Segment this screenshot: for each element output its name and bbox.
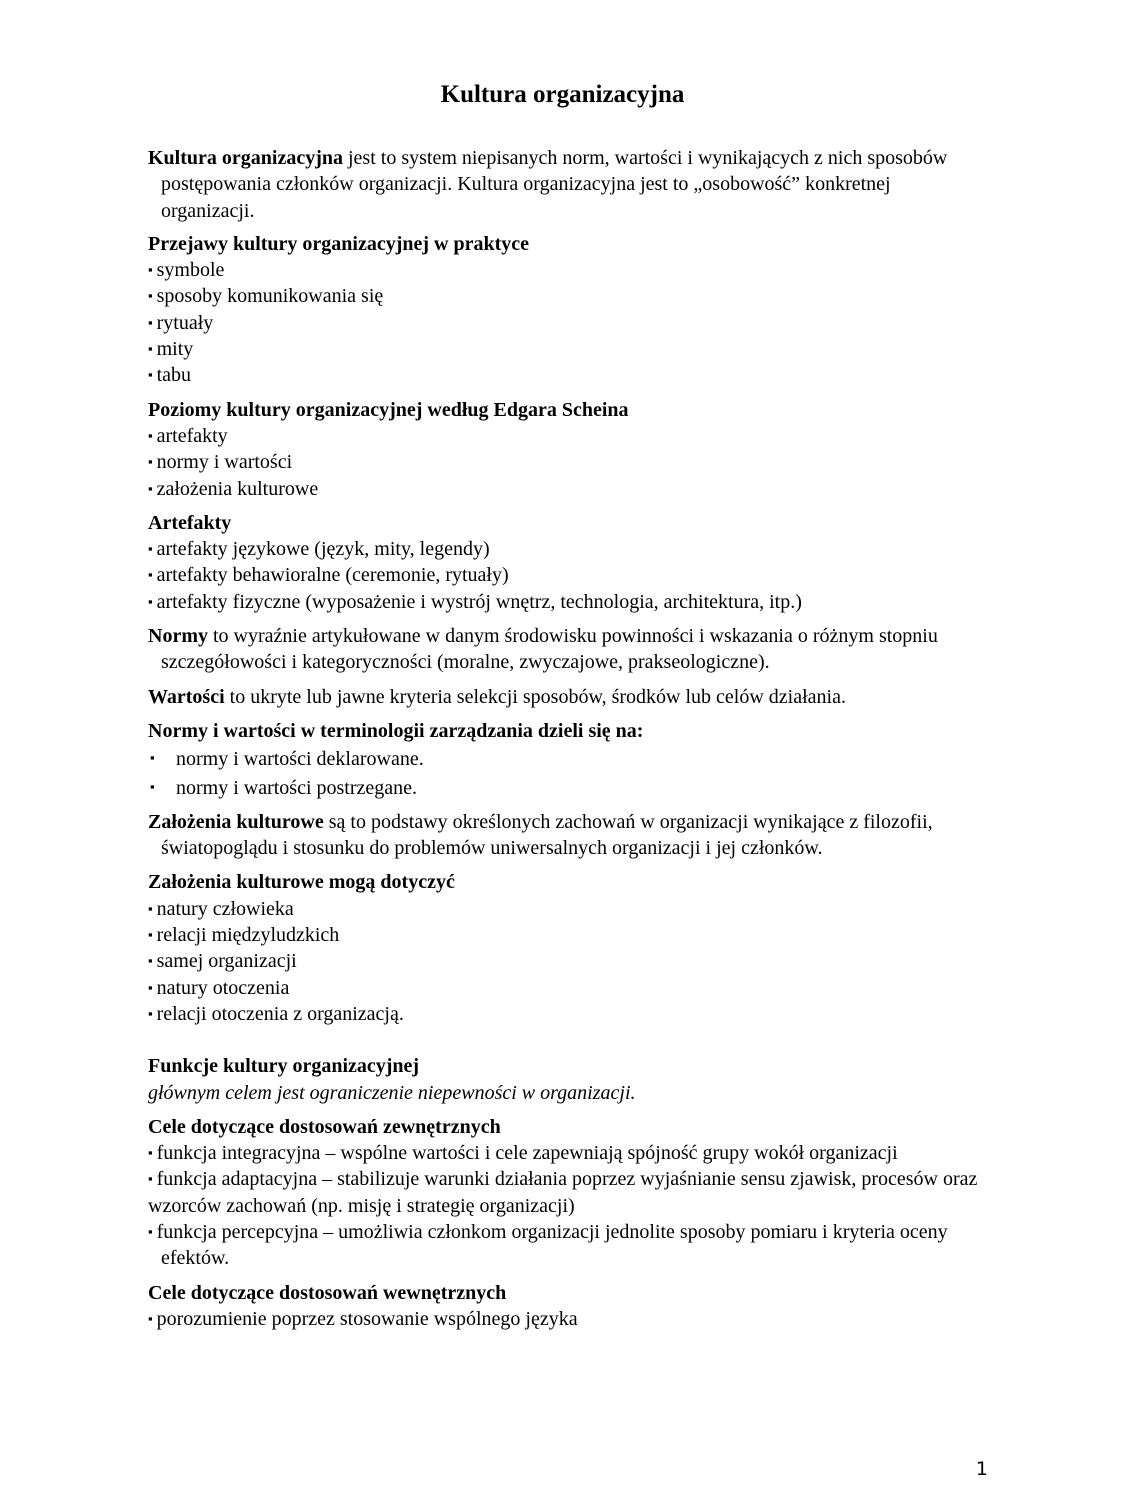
list-item: ▪ normy i wartości postrzegane.	[148, 775, 988, 801]
list-item: ▪ relacji międzyludzkich	[148, 922, 988, 948]
list-item: ▪ natury człowieka	[148, 896, 988, 922]
page-number: 1	[975, 1458, 988, 1480]
normy-paragraph	[148, 623, 988, 676]
list-item: ▪ symbole	[148, 257, 988, 283]
intro-paragraph	[148, 145, 988, 224]
artefakty-heading: Artefakty	[148, 511, 232, 534]
intro-term: Kultura organizacyjna	[148, 147, 343, 169]
list-item: ▪ funkcja adaptacyjna – stabilizuje warunki działania poprzez wyjaśnianie sensu zjawisk, procesów oraz wzorców zachowań (np. misję i strategię organizacji)	[148, 1166, 988, 1219]
wartosci-term: Wartości	[148, 685, 225, 708]
list-item: ▪ funkcja percepcyjna – umożliwia członkom organizacji jednolite sposoby pomiaru i kryteria oceny efektów.	[148, 1219, 988, 1272]
list-item: ▪ rytuały	[148, 310, 988, 336]
funkcje-heading: Funkcje kultury organizacyjnej	[148, 1055, 420, 1078]
list-item: ▪ artefakty językowe (język, mity, legendy)	[148, 536, 988, 562]
list-item: ▪ artefakty fizyczne (wyposażenie i wystrój wnętrz, technologia, architektura, itp.)	[148, 589, 988, 615]
list-item: ▪ tabu	[148, 362, 988, 388]
intro-text: jest to system niepisanych norm, wartości i wynikających z nich sposobów postępowania członków organizacji. Kultura organizacyjna jest to „osobowość” konkretnej organizacji.	[161, 147, 948, 222]
list-item: ▪ normy i wartości	[148, 449, 988, 475]
list-item: ▪ porozumienie poprzez stosowanie wspólnego języka	[148, 1306, 988, 1332]
cele-zewn-heading: Cele dotyczące dostosowań zewnętrznych	[148, 1115, 501, 1138]
zalozenia-dotyczyc-heading: Założenia kulturowe mogą dotyczyć	[148, 871, 455, 894]
list-item: ▪ natury otoczenia	[148, 975, 988, 1001]
list-item: ▪ mity	[148, 336, 988, 362]
list-item: ▪ założenia kulturowe	[148, 476, 988, 502]
wartosci-paragraph	[148, 684, 988, 710]
zalozenia-paragraph	[148, 809, 988, 862]
poziomy-heading: Poziomy kultury organizacyjnej według Edgara Scheina	[148, 398, 629, 421]
zalozenia-text: są to podstawy określonych zachowań w organizacji wynikające z filozofii, światopoglądu i stosunku do problemów uniwersalnych organizacji i jej członków.	[161, 810, 933, 860]
list-item: ▪ relacji otoczenia z organizacją.	[148, 1001, 988, 1027]
normy-text: to wyraźnie artykułowane w danym środowisku powinności i wskazania o różnym stopniu szczegółowości i kategoryczności (moralne, zwyczajowe, prakseologiczne).	[161, 625, 938, 674]
page-title: Kultura organizacyjna	[440, 81, 685, 108]
normy-term: Normy	[148, 625, 208, 648]
list-item: ▪ artefakty	[148, 423, 988, 449]
list-item: ▪ samej organizacji	[148, 948, 988, 974]
przejawy-heading: Przejawy kultury organizacyjnej w praktyce	[148, 232, 530, 255]
document-body	[148, 145, 988, 1332]
zalozenia-term: Założenia kulturowe	[148, 810, 324, 833]
funkcje-subtitle: głównym celem jest ograniczenie niepewności w organizacji.	[148, 1081, 636, 1104]
list-item: ▪ artefakty behawioralne (ceremonie, rytuały)	[148, 562, 988, 588]
list-item: ▪ funkcja integracyjna – wspólne wartości i cele zapewniają spójność grupy wokół organizacji	[148, 1140, 988, 1166]
cele-wewn-heading: Cele dotyczące dostosowań wewnętrznych	[148, 1281, 507, 1304]
wartosci-text: to ukryte lub jawne kryteria selekcji sposobów, środków lub celów działania.	[224, 685, 846, 708]
list-item: ▪ sposoby komunikowania się	[148, 283, 988, 309]
terminologia-heading: Normy i wartości w terminologii zarządzania dzieli się na:	[148, 719, 644, 742]
list-item: ▪ normy i wartości deklarowane.	[148, 746, 988, 772]
